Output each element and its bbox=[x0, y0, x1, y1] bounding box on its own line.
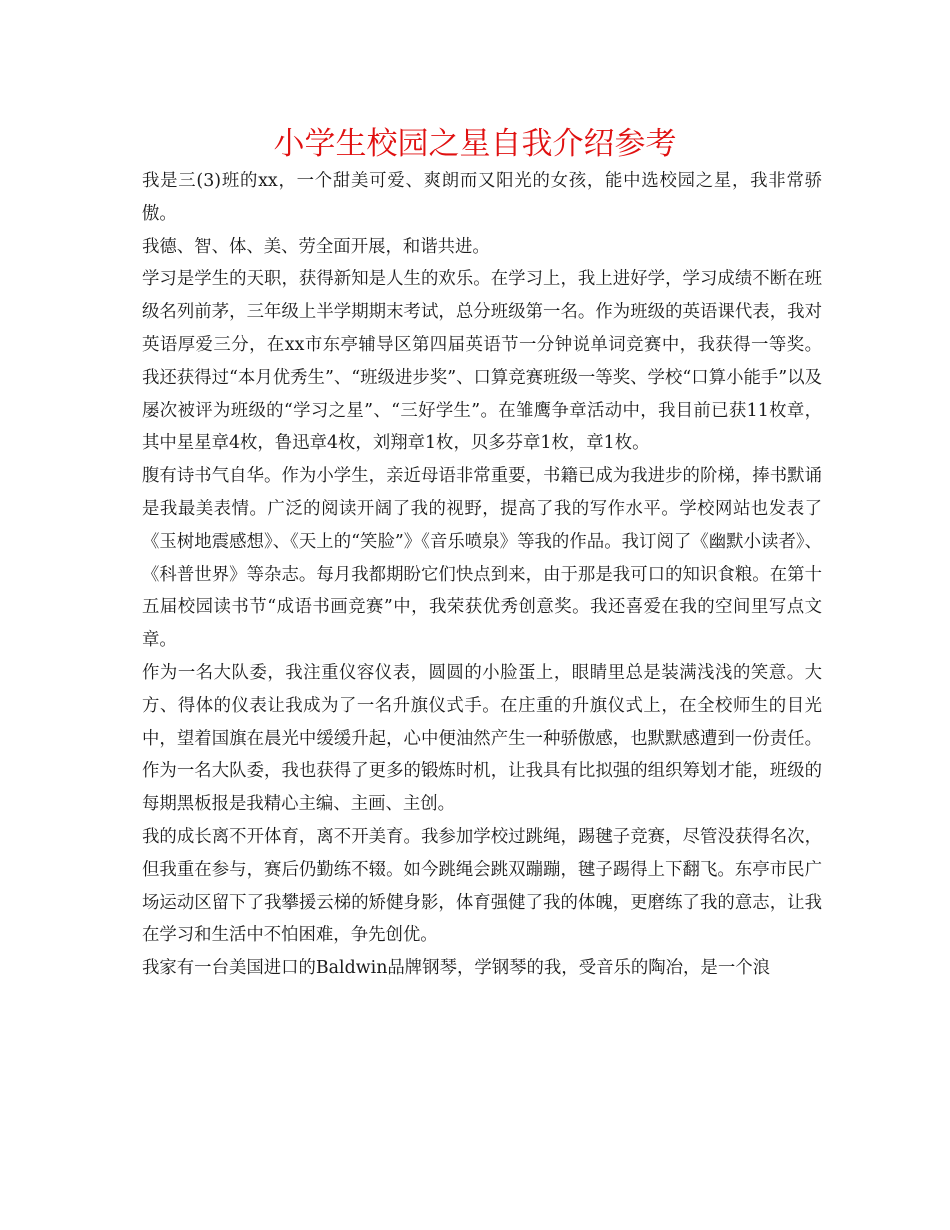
document-body bbox=[142, 165, 822, 985]
paragraph-intro: 我是三(3)班的xx，一个甜美可爱、爽朗而又阳光的女孩，能中选校园之星，我非常骄傲。 bbox=[142, 171, 822, 224]
paragraph-reading: 腹有诗书气自华。作为小学生，亲近母语非常重要，书籍已成为我进步的阶梯，捧书默诵是我最美表情。广泛的阅读开阔了我的视野，提高了我的写作水平。学校网站也发表了《玉树地震感想》、《天上的“笑脸”》《音乐喷泉》等我的作品。我订阅了《幽默小读者》、《科普世界》等杂志。每月我都期盼它们快点到来，由于那是我可口的知识食粮。在第十五届校园读书节“成语书画竞赛”中，我荣获优秀创意奖。我还喜爱在我的空间里写点文章。 bbox=[142, 466, 822, 651]
paragraph-sports: 我的成长离不开体育，离不开美育。我参加学校过跳绳，踢毽子竞赛，尽管没获得名次，但我重在参与，赛后仍勤练不辍。如今跳绳会跳双蹦蹦，毽子踢得上下翻飞。东亭市民广场运动区留下了我攀援云梯的矫健身影，体育强健了我的体魄，更磨练了我的意志，让我在学习和生活中不怕困难，争先创优。 bbox=[142, 826, 822, 946]
paragraph-brigade: 作为一名大队委，我注重仪容仪表，圆圆的小脸蛋上，眼睛里总是装满浅浅的笑意。大方、得体的仪表让我成为了一名升旗仪式手。在庄重的升旗仪式上，在全校师生的目光中，望着国旗在晨光中缓缓升起，心中便油然产生一种骄傲感，也默默感遭到一份责任。作为一名大队委，我也获得了更多的锻炼时机，让我具有比拟强的组织筹划才能，班级的每期黑板报是我精心主编、主画、主创。 bbox=[142, 662, 822, 815]
paragraph-piano: 我家有一台美国进口的Baldwin品牌钢琴，学钢琴的我，受音乐的陶冶，是一个浪 bbox=[142, 958, 770, 979]
paragraph-study: 学习是学生的天职，获得新知是人生的欢乐。在学习上，我上进好学，学习成绩不断在班级名列前茅，三年级上半学期期末考试，总分班级第一名。作为班级的英语课代表，我对英语厚爱三分，在xx市东亭辅导区第四届英语节一分钟说单词竞赛中，我获得一等奖。我还获得过“本月优秀生”、“班级进步奖”、口算竞赛班级一等奖、学校“口算小能手”以及屡次被评为班级的“学习之星”、“三好学生”。在雏鹰争章活动中，我目前已获11枚章，其中星星章4枚，鲁迅章4枚，刘翔章1枚，贝多芬章1枚，章1枚。 bbox=[142, 269, 822, 454]
document-title: 小学生校园之星自我介绍参考 bbox=[273, 126, 677, 162]
paragraph-all-round: 我德、智、体、美、劳全面开展，和谐共进。 bbox=[142, 236, 490, 257]
